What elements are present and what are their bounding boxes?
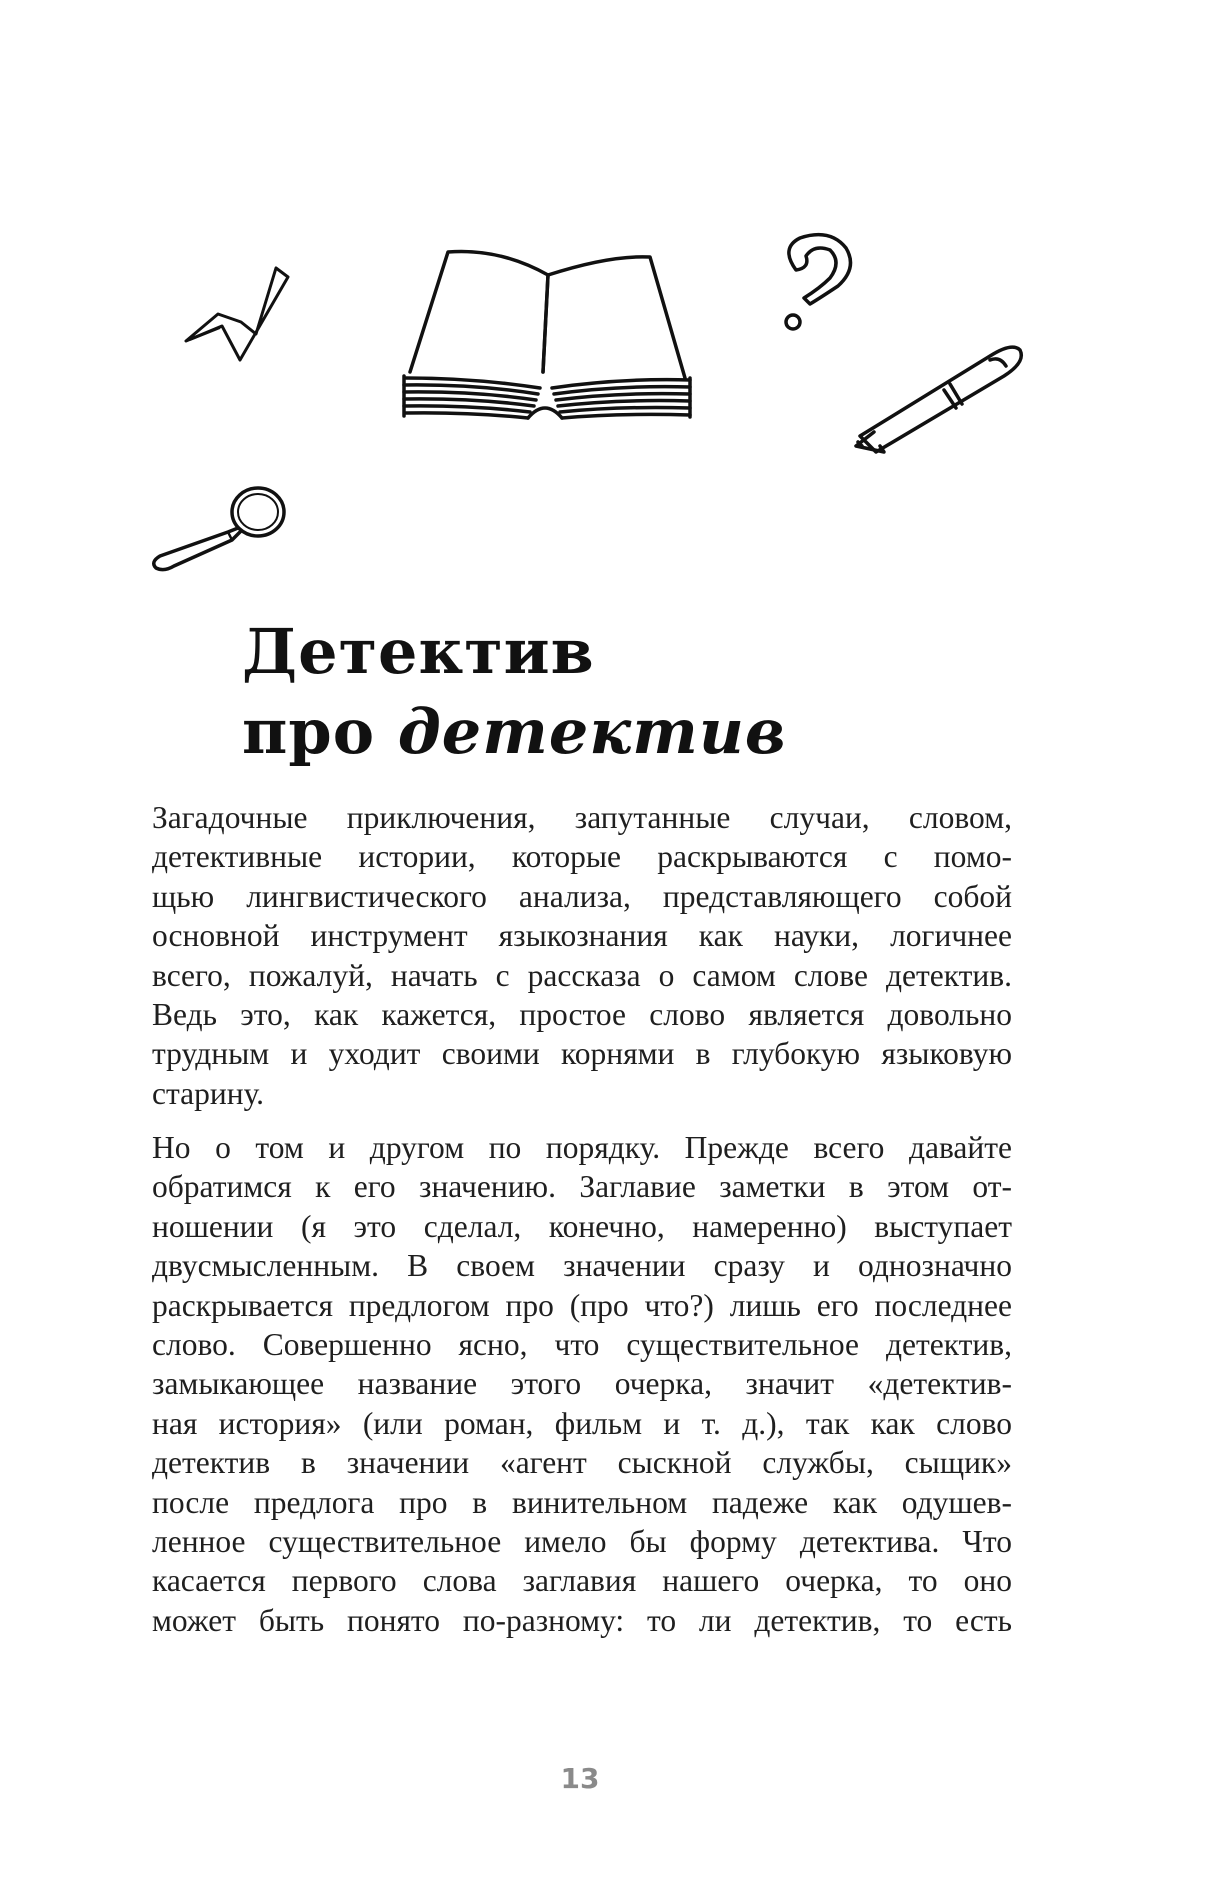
- magnifying-glass-icon: [154, 488, 284, 570]
- paragraph-line: трудным и уходит своими корнями в глубокую языковую: [152, 1036, 1012, 1072]
- question-mark-icon: [786, 235, 851, 329]
- paragraph-line: ленное существительное имело бы форму детектива. Что: [152, 1524, 1012, 1560]
- title-word-regular: про: [242, 695, 376, 768]
- open-book-icon: [404, 251, 690, 418]
- paragraph-line: после предлога про в винительном падеже как одушев-: [152, 1484, 1012, 1520]
- checkmark-icon: [186, 268, 288, 360]
- title-word-italic: детектив: [397, 695, 787, 768]
- paragraph-line: основной инструмент языкознания как науки, логичнее: [152, 918, 1012, 954]
- paragraph-line: ная история» (или роман, фильм и т. д.), так как слово: [152, 1405, 1012, 1441]
- title-line-2: [242, 692, 787, 772]
- paragraph-line: старину.: [152, 1075, 265, 1111]
- page-title: [242, 612, 787, 772]
- fountain-pen-icon: [856, 347, 1021, 452]
- paragraph-line: щью лингвистического анализа, представляющего собой: [152, 878, 1012, 914]
- paragraph-line: замыкающее название этого очерка, значит «детектив-: [152, 1366, 1012, 1402]
- paragraph-line: может быть понято по-разному: то ли детектив, то есть: [152, 1602, 1012, 1638]
- paragraph-line: детектив в значении «агент сыскной службы, сыщик»: [152, 1445, 1012, 1481]
- paragraph-line: Загадочные приключения, запутанные случаи, словом,: [152, 800, 1012, 835]
- paragraph-line: слово. Совершенно ясно, что существительное детектив,: [152, 1327, 1012, 1363]
- paragraph-line: обратимся к его значению. Заглавие заметки в этом от-: [152, 1169, 1012, 1205]
- paragraph-line: ношении (я это сделал, конечно, намеренно) выступает: [152, 1208, 1012, 1244]
- paragraph-1: [152, 798, 1012, 1113]
- title-line-1: Детектив: [242, 615, 595, 688]
- header-illustration: [0, 0, 1216, 600]
- paragraph-line: детективные истории, которые раскрываются с помо-: [152, 839, 1012, 875]
- paragraph-line: Ведь это, как кажется, простое слово является довольно: [152, 997, 1012, 1033]
- paragraph-2: [152, 1128, 1012, 1640]
- paragraph-line: Но о том и другом по порядку. Прежде всего давайте: [152, 1130, 1012, 1165]
- page-number: 13: [560, 1762, 600, 1795]
- paragraph-line: всего, пожалуй, начать с рассказа о самом слове детектив.: [152, 957, 1012, 993]
- paragraph-line: раскрывается предлогом про (про что?) лишь его последнее: [152, 1287, 1012, 1323]
- paragraph-line: двусмысленным. В своем значении сразу и однозначно: [152, 1248, 1012, 1284]
- paragraph-line: касается первого слова заглавия нашего очерка, то оно: [152, 1563, 1012, 1599]
